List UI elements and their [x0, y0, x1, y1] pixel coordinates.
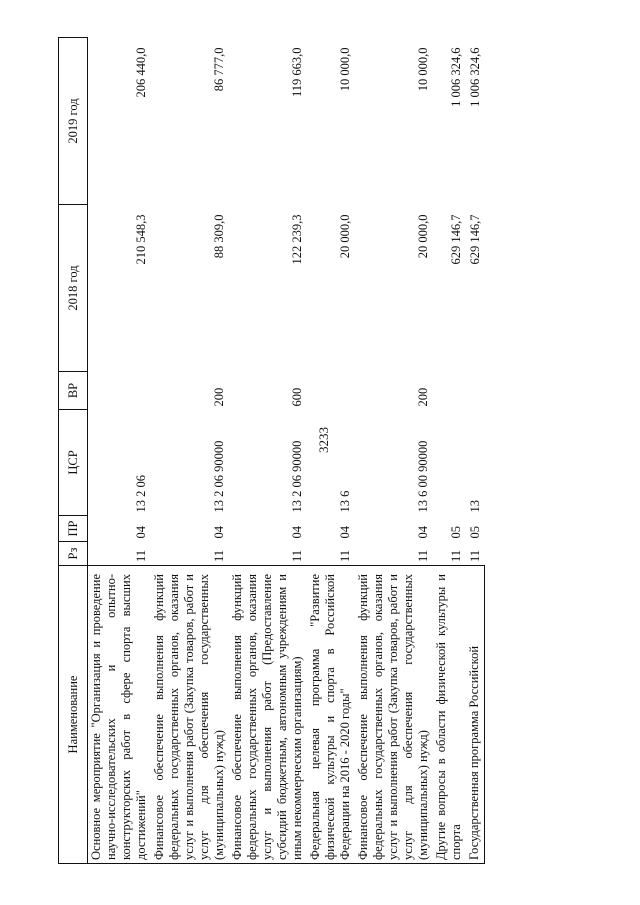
row-csr	[433, 410, 466, 516]
budget-table-page	[58, 38, 604, 864]
row-csr: 13 2 06 90000	[212, 440, 226, 513]
row-csr: 13 6 00 90000	[416, 440, 430, 513]
table-row	[151, 38, 229, 864]
row-csr: 13 6	[338, 490, 352, 513]
row-vr: 600	[290, 387, 304, 407]
header-csr: ЦСР	[59, 410, 88, 516]
row-rz: 11	[212, 549, 226, 562]
row-2018: 20 000,0	[416, 214, 430, 259]
table-row	[466, 38, 485, 864]
header-vr: ВР	[59, 372, 88, 410]
row-2019: 1 006 324,6	[467, 47, 482, 107]
page-number: 3233	[316, 427, 331, 453]
row-pr: 05	[467, 526, 482, 539]
row-rz: 11	[338, 549, 352, 562]
row-vr: 200	[212, 387, 226, 407]
row-2018: 20 000,0	[338, 214, 352, 259]
row-pr: 04	[338, 526, 352, 539]
row-2019: 119 663,0	[290, 47, 304, 98]
row-pr: 04	[290, 526, 304, 539]
row-name: Другие вопросы в области физической культуры и спорта	[433, 566, 466, 864]
row-2019: 10 000,0	[338, 47, 352, 92]
header-pr: ПР	[59, 516, 88, 542]
budget-table	[58, 37, 485, 864]
table-row	[433, 38, 466, 864]
row-rz: 11	[449, 549, 463, 562]
row-name: Финансовое обеспечение выполнения функций федеральных государственных органов, оказания услуг и выполнения работ (Закупка товаров, работ и услуг для обеспечения государственных (муниципальных) нужд)	[355, 566, 433, 864]
row-2018: 629 146,7	[449, 214, 463, 265]
row-csr: 13 2 06 90000	[290, 440, 304, 513]
table-row	[88, 38, 152, 864]
row-csr: 13	[467, 500, 482, 513]
row-name: Федеральная целевая программа "Развитие физической культуры и спорта в Российской Федерации на 2016 - 2020 годы"	[307, 566, 355, 864]
header-2018: 2018 год	[59, 205, 88, 372]
row-vr: 200	[416, 387, 430, 407]
row-rz: 11	[290, 549, 304, 562]
table-row	[307, 38, 355, 864]
row-name: Финансовое обеспечение выполнения функций федеральных государственных органов, оказания услуг и выполнения работ (Закупка товаров, работ и услуг для обеспечения государственных (муниципальных) нужд)	[151, 566, 229, 864]
header-rz: Рз	[59, 542, 88, 566]
row-2019: 86 777,0	[212, 47, 226, 92]
row-pr: 04	[134, 526, 148, 539]
row-rz: 11	[134, 549, 148, 562]
row-vr	[433, 372, 466, 410]
row-2018: 210 548,3	[134, 214, 148, 265]
row-vr	[466, 372, 485, 410]
row-2019: 10 000,0	[416, 47, 430, 92]
table-header-row	[59, 38, 88, 864]
row-vr	[88, 372, 152, 410]
row-2018: 629 146,7	[467, 214, 482, 265]
table-row	[355, 38, 433, 864]
row-pr: 04	[212, 526, 226, 539]
row-2019: 206 440,0	[134, 47, 148, 98]
row-pr: 04	[416, 526, 430, 539]
row-name: Основное мероприятие "Организация и проведение научно-исследовательских и опытно-конструкторских работ в сфере спорта высших достижений"	[88, 566, 152, 864]
row-2018: 88 309,0	[212, 214, 226, 259]
header-2019: 2019 год	[59, 38, 88, 205]
row-2019: 1 006 324,6	[449, 47, 463, 107]
row-name: Государственная программа Российской	[466, 566, 485, 864]
row-csr: 13 2 06	[134, 475, 148, 513]
table-row	[229, 38, 307, 864]
row-rz: 11	[416, 549, 430, 562]
row-vr	[307, 372, 355, 410]
row-rz: 11	[467, 549, 482, 562]
row-pr: 05	[449, 526, 463, 539]
row-2018: 122 239,3	[290, 214, 304, 265]
row-name: Финансовое обеспечение выполнения функций федеральных государственных органов, оказания услуг и выполнения работ (Предоставление субсидий бюджетным, автономным учреждениям и иным некоммерческим организациям)	[229, 566, 307, 864]
header-name: Наименование	[59, 566, 88, 864]
